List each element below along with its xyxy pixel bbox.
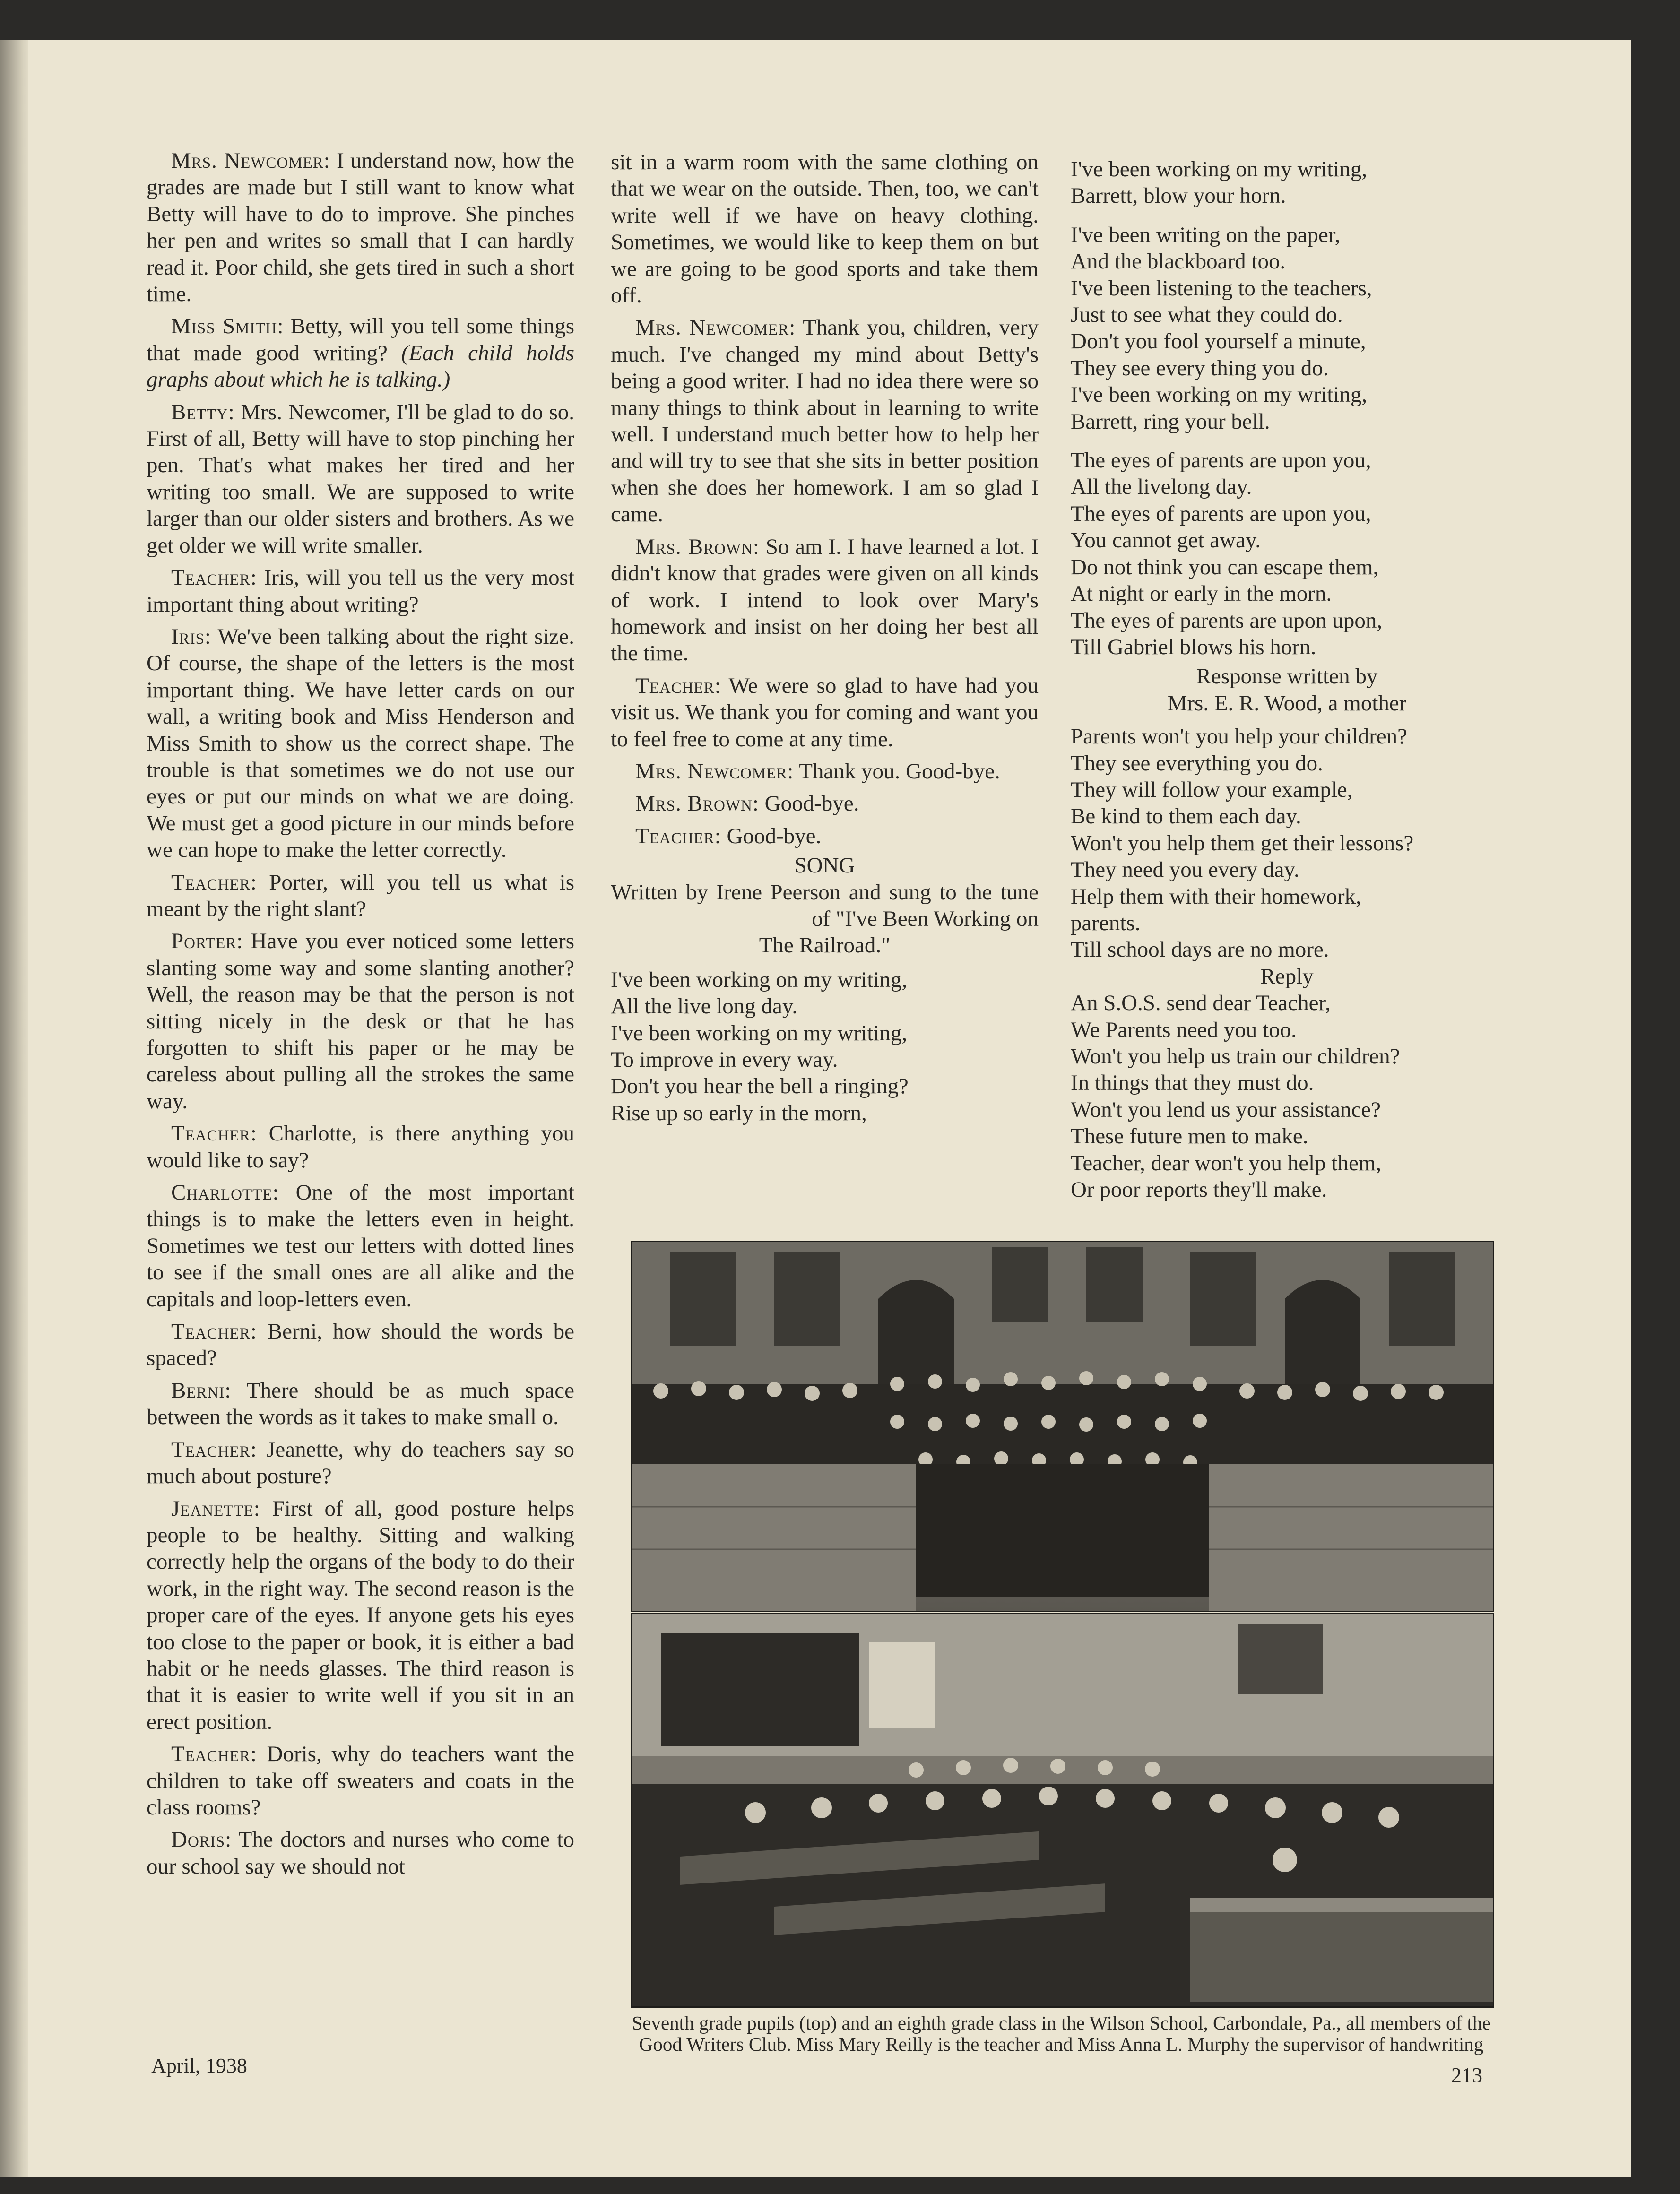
verse-line: Till school days are no more. (1071, 937, 1329, 962)
verse-line: An S.O.S. send dear Teacher, (1071, 991, 1331, 1016)
verse-line: Parents won't you help your children? (1071, 724, 1407, 749)
verse-line: They need you every day. (1071, 857, 1299, 882)
verse-line: parents. (1071, 910, 1141, 935)
dialogue-text: Betty, will you tell some things that made good writing? (147, 314, 574, 365)
speaker-name: Porter: (171, 929, 243, 954)
dialogue-paragraph (147, 928, 574, 1114)
dialogue-text: We've been talking about the right size. Of course, the shape of the letters is the most important thing. We have letter cards on our wall, a writing book and Miss Henderson and Miss Smith to show us the correct shape. The trouble is that sometimes we do not use our eyes or put our minds on what we are doing. We must get a good picture in our minds before we can hope to make the letter correctly. (147, 624, 574, 863)
dialogue-text: First of all, good posture helps people to be healthy. Sitting and walking correctly help the organs of the body to do their work, in the right way. The second reason is the proper care of the eyes. If anyone gets his eyes too close to the paper or book, it is either a bad habit or he needs glasses. The third reason is that it is easier to write well if you sit in an erect position. (147, 1496, 574, 1734)
dialogue-paragraph (147, 1495, 574, 1736)
dialogue-paragraph (147, 313, 574, 393)
speaker-name: Berni: (171, 1378, 232, 1403)
dialogue-paragraph (147, 1120, 574, 1174)
dialogue-text: There should be as much space between the words as it takes to make small o. (147, 1378, 574, 1430)
verse-line: At night or early in the morn. (1071, 581, 1332, 606)
dialogue-text: Good-bye. (759, 791, 859, 816)
continuation-paragraph: sit in a warm room with the same clothing on that we wear on the outside. Then, too, we can't write well if we have on heavy clothing. Sometimes, we would like to keep them on but we are going to be good sports and take them off. (611, 150, 1039, 308)
verse-line: And the blackboard too. (1071, 249, 1286, 274)
issue-date: April, 1938 (151, 2054, 247, 2077)
speaker-name: Teacher: (171, 1742, 257, 1767)
verse-line: We Parents need you too. (1071, 1017, 1297, 1042)
song-credit: Written by Irene Peerson and sung to the tune of "I've Been Working on (611, 880, 1039, 931)
column-1 (147, 142, 574, 1880)
verse-line: Teacher, dear won't you help them, (1071, 1150, 1382, 1175)
speaker-name: Teacher: (171, 1437, 257, 1462)
verse-line: Barrett, blow your horn. (1071, 183, 1286, 208)
dialogue-paragraph (611, 534, 1039, 667)
dialogue-paragraph (147, 1741, 574, 1821)
dialogue-text: One of the most important things is to make the letters even in height. Sometimes we test our letters with dotted lines to see if the small ones are all alike and the capitals and loop-letters even. (147, 1180, 574, 1312)
speaker-name: Doris: (171, 1827, 232, 1852)
dialogue-paragraph (147, 399, 574, 559)
speaker-name: Mrs. Newcomer: (635, 315, 796, 340)
dialogue-text: Have you ever noticed some letters slanting some way and some slanting another? Well, the reason may be that the person is not sitting nicely in the desk or that he has forgotten to shift his paper or he may be careless about pulling all the strokes the same way. (147, 929, 574, 1114)
verse-line: They will follow your example, (1071, 777, 1353, 802)
speaker-name: Teacher: (171, 565, 257, 590)
speaker-name: Mrs. Newcomer: (171, 148, 330, 173)
verse-line: These future men to make. (1071, 1124, 1308, 1149)
verse-line: All the live long day. (611, 994, 798, 1019)
song-title: SONG (794, 853, 855, 878)
dialogue-paragraph (147, 623, 574, 864)
dialogue-paragraph (147, 147, 574, 307)
verse-line: Won't you lend us your assistance? (1071, 1097, 1381, 1122)
dialogue-paragraph (611, 758, 1039, 785)
verse-line: The eyes of parents are upon upon, (1071, 608, 1383, 633)
speaker-name: Jeanette: (171, 1496, 260, 1521)
dialogue-text: Mrs. Newcomer, I'll be glad to do so. First of all, Betty will have to stop pinching her pen. That's what makes her tired and her writing too small. We are supposed to write larger than our older sisters and brothers. As we get older we will write smaller. (147, 399, 574, 558)
response-author: Mrs. E. R. Wood, a mother (1167, 691, 1407, 716)
song-credit-tune: The Railroad." (759, 933, 891, 958)
verse-line: Don't you fool yourself a minute, (1071, 329, 1366, 354)
verse-line: Be kind to them each day. (1071, 804, 1301, 829)
verse-line: All the livelong day. (1071, 475, 1252, 500)
dialogue-paragraph (147, 1179, 574, 1313)
dialogue-paragraph (147, 1318, 574, 1372)
verse-line: I've been working on my writing, (1071, 157, 1368, 181)
dialogue-text: Thank you. Good-bye. (794, 759, 1000, 784)
verse-line: I've been working on my writing, (611, 967, 908, 992)
dialogue-text: Good-bye. (721, 823, 822, 848)
verse-line: Till Gabriel blows his horn. (1071, 634, 1316, 659)
dialogue-paragraph (611, 314, 1039, 527)
speaker-name: Mrs. Brown: (635, 534, 760, 559)
speaker-name: Teacher: (171, 870, 257, 895)
photo-eighth-grade-classroom (631, 1613, 1494, 2008)
verse-line: Or poor reports they'll make. (1071, 1177, 1327, 1202)
speaker-name: Teacher: (635, 673, 721, 698)
song-stanza (611, 967, 1039, 1126)
dialogue-text: Iris, will you tell us the very most important thing about writing? (147, 565, 574, 617)
dialogue-text: Doris, why do teachers want the children to take off sweaters and coats in the class rooms? (147, 1742, 574, 1820)
dialogue-text: I understand now, how the grades are made but I still want to know what Betty will have to do to improve. She pinches her pen and writes so small that I can hardly read it. Poor child, she gets tired in such a short time. (147, 148, 575, 307)
dialogue-text: Berni, how should the words be spaced? (147, 1319, 574, 1371)
dialogue-paragraph (147, 564, 574, 618)
reply-heading: Reply (1260, 964, 1314, 989)
verse-line: You cannot get away. (1071, 528, 1261, 553)
verse-line: The eyes of parents are upon you, (1071, 448, 1371, 473)
dialogue-paragraph (611, 823, 1039, 849)
verse-line: I've been listening to the teachers, (1071, 276, 1372, 301)
verse-line: I've been working on my writing, (611, 1020, 908, 1045)
verse-line: Help them with their homework, (1071, 884, 1361, 909)
dialogue-text: Jeanette, why do teachers say so much about posture? (147, 1437, 574, 1489)
stage-direction: (Each child holds graphs about which he is talking.) (147, 340, 574, 392)
response-heading: Response written by (1196, 664, 1378, 689)
reply-stanza (1071, 990, 1503, 1203)
dialogue-paragraph (147, 1826, 574, 1880)
verse-line: Do not think you can escape them, (1071, 554, 1379, 579)
speaker-name: Teacher: (171, 1319, 257, 1344)
verse-line: Just to see what they could do. (1071, 302, 1343, 328)
speaker-name: Mrs. Brown: (635, 791, 759, 816)
speaker-name: Iris: (171, 624, 212, 649)
dialogue-paragraph (611, 790, 1039, 817)
dialogue-text: Charlotte, is there anything you would like to say? (147, 1121, 574, 1173)
dialogue-text: We were so glad to have had you visit us. We thank you for coming and want you to feel free to come at any time. (611, 673, 1039, 751)
speaker-name: Betty: (171, 399, 235, 424)
dialogue-block (611, 314, 1039, 849)
verse-line: Won't you help us train our children? (1071, 1044, 1400, 1069)
speaker-name: Mrs. Newcomer: (635, 759, 794, 784)
dialogue-text: So am I. I have learned a lot. I didn't know that grades were given on all kinds of work. I intend to look over Mary's homework and insist on her doing her best all the time. (611, 534, 1039, 666)
speaker-name: Miss Smith: (171, 314, 284, 339)
dialogue-paragraph (147, 869, 574, 923)
song-stanza (1071, 447, 1503, 660)
photo-caption: Seventh grade pupils (top) and an eighth grade class in the Wilson School, Carbondale, Pa., all members of the Good Writers Club. Miss Mary Reilly is the teacher and Miss Anna L. Murphy the supervisor of handwriting (632, 2012, 1491, 2055)
speaker-name: Teacher: (171, 1121, 257, 1146)
verse-line: Barrett, ring your bell. (1071, 409, 1270, 434)
verse-line: Rise up so early in the morn, (611, 1100, 867, 1125)
dialogue-text: Thank you, children, very much. I've changed my mind about Betty's being a good writer. I had no idea there were so many things to think about in learning to write well. I understand much better how to help her and will try to see that she sits in better position when she does her homework. I am so glad I came. (611, 315, 1039, 527)
dialogue-paragraph (147, 1436, 574, 1490)
speaker-name: Teacher: (635, 823, 721, 848)
column-2 (611, 149, 1039, 1139)
dialogue-paragraph (611, 673, 1039, 752)
verse-line: I've been working on my writing, (1071, 382, 1368, 407)
verse-line: The eyes of parents are upon you, (1071, 501, 1371, 526)
speaker-name: Charlotte: (171, 1180, 279, 1205)
verse-line: They see everything you do. (1071, 751, 1323, 776)
verse-line: I've been writing on the paper, (1071, 222, 1341, 247)
photo-seventh-grade-pupils (631, 1241, 1494, 1612)
verse-line: In things that they must do. (1071, 1071, 1314, 1096)
verse-line: They see every thing you do. (1071, 355, 1329, 380)
dialogue-text: The doctors and nurses who come to our school say we should not (147, 1827, 574, 1879)
dialogue-text: Porter, will you tell us what is meant by the right slant? (147, 870, 574, 921)
response-stanza (1071, 723, 1503, 963)
page-number: 213 (1451, 2064, 1482, 2087)
column-3 (1071, 156, 1503, 1215)
dialogue-paragraph (147, 1377, 574, 1431)
song-stanza (1071, 156, 1503, 209)
verse-line: Don't you hear the bell a ringing? (611, 1074, 909, 1099)
verse-line: Won't you help them get their lessons? (1071, 830, 1414, 855)
song-stanza (1071, 222, 1503, 435)
verse-line: To improve in every way. (611, 1047, 838, 1072)
